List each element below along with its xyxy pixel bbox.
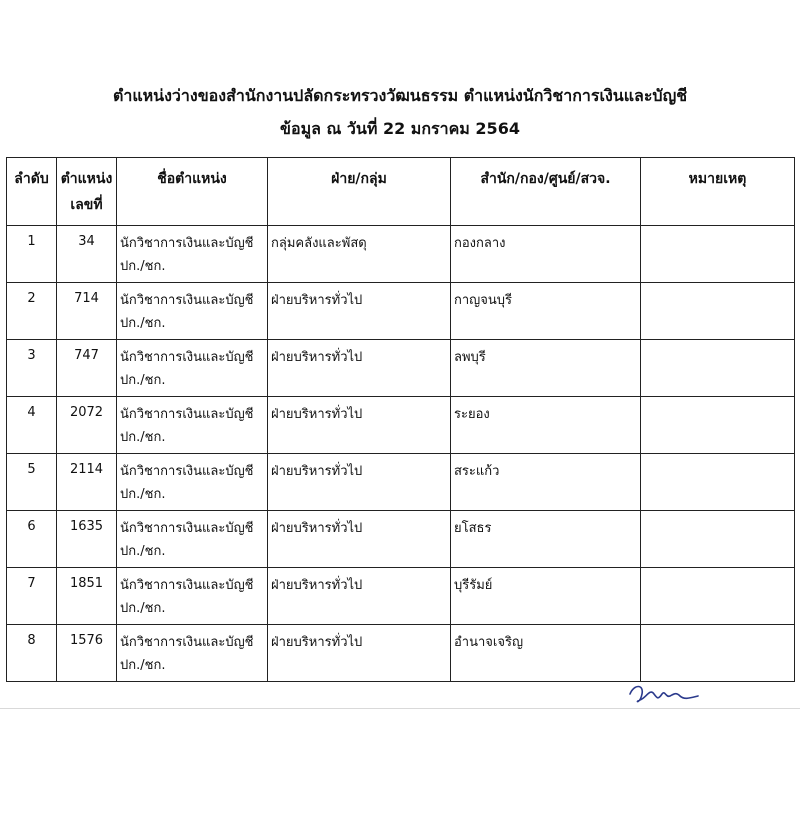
cell-order: 5 bbox=[7, 454, 57, 511]
page-divider bbox=[0, 708, 800, 709]
position-name-line2: ปก./ชก. bbox=[120, 487, 166, 502]
cell-division: ฝ่ายบริหารทั่วไป bbox=[268, 511, 451, 568]
cell-remarks bbox=[641, 283, 795, 340]
header-position-no-line1: ตำแหน่ง bbox=[60, 171, 113, 187]
position-name-line2: ปก./ชก. bbox=[120, 601, 166, 616]
cell-remarks bbox=[641, 568, 795, 625]
cell-order: 8 bbox=[7, 625, 57, 682]
vacancy-table bbox=[6, 157, 795, 682]
position-name-line2: ปก./ชก. bbox=[120, 430, 166, 445]
cell-office: ลพบุรี bbox=[451, 340, 641, 397]
cell-position-no: 1576 bbox=[57, 625, 117, 682]
position-name-line1: นักวิชาการเงินและบัญชี bbox=[120, 464, 254, 479]
header-order: ลำดับ bbox=[7, 158, 57, 226]
table-header-row bbox=[7, 158, 795, 226]
cell-position-no: 2114 bbox=[57, 454, 117, 511]
document-title: ตำแหน่งว่างของสำนักงานปลัดกระทรวงวัฒนธรรม ตำแหน่งนักวิชาการเงินและบัญชี bbox=[112, 86, 688, 105]
cell-position-no: 1635 bbox=[57, 511, 117, 568]
cell-office: ยโสธร bbox=[451, 511, 641, 568]
cell-division: ฝ่ายบริหารทั่วไป bbox=[268, 283, 451, 340]
cell-order: 2 bbox=[7, 283, 57, 340]
cell-order: 7 bbox=[7, 568, 57, 625]
cell-order: 3 bbox=[7, 340, 57, 397]
cell-division: ฝ่ายบริหารทั่วไป bbox=[268, 625, 451, 682]
position-name-line2: ปก./ชก. bbox=[120, 373, 166, 388]
cell-division: ฝ่ายบริหารทั่วไป bbox=[268, 454, 451, 511]
header-division: ฝ่าย/กลุ่ม bbox=[268, 158, 451, 226]
cell-remarks bbox=[641, 511, 795, 568]
position-name-line1: นักวิชาการเงินและบัญชี bbox=[120, 635, 254, 650]
table-row bbox=[7, 454, 795, 511]
cell-division: ฝ่ายบริหารทั่วไป bbox=[268, 568, 451, 625]
header-office: สำนัก/กอง/ศูนย์/สวจ. bbox=[451, 158, 641, 226]
position-name-line1: นักวิชาการเงินและบัญชี bbox=[120, 236, 254, 251]
signature-mark bbox=[624, 680, 704, 706]
position-name-line1: นักวิชาการเงินและบัญชี bbox=[120, 350, 254, 365]
cell-remarks bbox=[641, 226, 795, 283]
cell-remarks bbox=[641, 340, 795, 397]
table-row bbox=[7, 568, 795, 625]
cell-position-no: 747 bbox=[57, 340, 117, 397]
position-name-line1: นักวิชาการเงินและบัญชี bbox=[120, 578, 254, 593]
cell-remarks bbox=[641, 454, 795, 511]
cell-remarks bbox=[641, 397, 795, 454]
cell-order: 6 bbox=[7, 511, 57, 568]
cell-position-name bbox=[117, 340, 268, 397]
cell-office: สระแก้ว bbox=[451, 454, 641, 511]
position-name-line2: ปก./ชก. bbox=[120, 658, 166, 673]
cell-position-name bbox=[117, 397, 268, 454]
cell-position-no: 714 bbox=[57, 283, 117, 340]
cell-position-name bbox=[117, 283, 268, 340]
position-name-line2: ปก./ชก. bbox=[120, 259, 166, 274]
cell-order: 4 bbox=[7, 397, 57, 454]
cell-office: กาญจนบุรี bbox=[451, 283, 641, 340]
cell-division: กลุ่มคลังและพัสดุ bbox=[268, 226, 451, 283]
position-name-line1: นักวิชาการเงินและบัญชี bbox=[120, 521, 254, 536]
table-row bbox=[7, 340, 795, 397]
cell-position-name bbox=[117, 454, 268, 511]
table-row bbox=[7, 226, 795, 283]
table-row bbox=[7, 397, 795, 454]
table-row bbox=[7, 511, 795, 568]
document-date-line: ข้อมูล ณ วันที่ 22 มกราคม 2564 bbox=[280, 119, 520, 138]
cell-office: บุรีรัมย์ bbox=[451, 568, 641, 625]
cell-office: กองกลาง bbox=[451, 226, 641, 283]
cell-division: ฝ่ายบริหารทั่วไป bbox=[268, 340, 451, 397]
cell-division: ฝ่ายบริหารทั่วไป bbox=[268, 397, 451, 454]
position-name-line2: ปก./ชก. bbox=[120, 544, 166, 559]
cell-position-name bbox=[117, 226, 268, 283]
header-position-name: ชื่อตำแหน่ง bbox=[117, 158, 268, 226]
cell-position-name bbox=[117, 568, 268, 625]
cell-position-no: 34 bbox=[57, 226, 117, 283]
cell-position-name bbox=[117, 511, 268, 568]
position-name-line1: นักวิชาการเงินและบัญชี bbox=[120, 293, 254, 308]
cell-order: 1 bbox=[7, 226, 57, 283]
cell-remarks bbox=[641, 625, 795, 682]
header-remarks: หมายเหตุ bbox=[641, 158, 795, 226]
cell-office: ระยอง bbox=[451, 397, 641, 454]
position-name-line1: นักวิชาการเงินและบัญชี bbox=[120, 407, 254, 422]
position-name-line2: ปก./ชก. bbox=[120, 316, 166, 331]
header-position-no-line2: เลขที่ bbox=[70, 197, 103, 213]
cell-position-no: 2072 bbox=[57, 397, 117, 454]
cell-position-no: 1851 bbox=[57, 568, 117, 625]
cell-office: อำนาจเจริญ bbox=[451, 625, 641, 682]
table-row bbox=[7, 625, 795, 682]
cell-position-name bbox=[117, 625, 268, 682]
header-position-no bbox=[57, 158, 117, 226]
table-row bbox=[7, 283, 795, 340]
